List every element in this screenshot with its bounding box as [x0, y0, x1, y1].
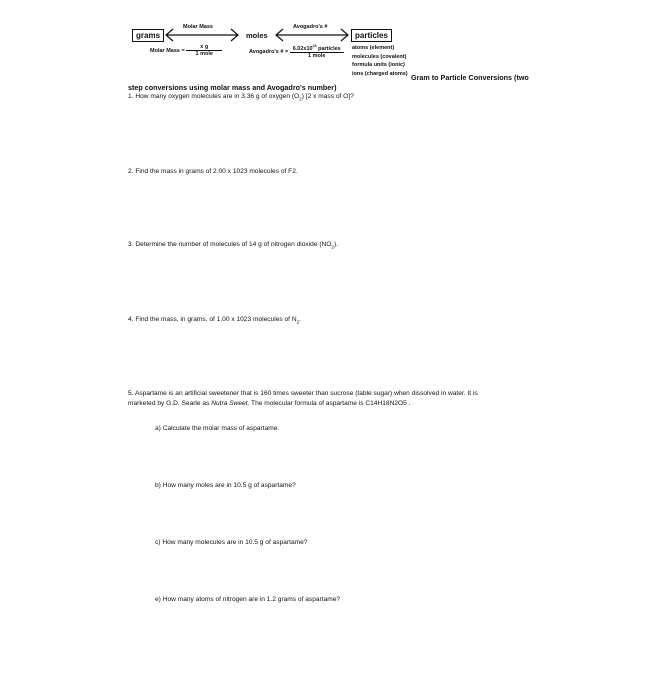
particle-type: ions (charged atoms) [352, 70, 408, 77]
molar-mass-denominator: 1 mole [195, 51, 213, 57]
particle-type: molecules (covalent) [352, 53, 407, 60]
molar-mass-numerator: x g [186, 44, 222, 51]
grams-box: grams [132, 29, 164, 42]
page-title-part1: Gram to Particle Conversions (two [411, 73, 529, 82]
page-title-part2: step conversions using molar mass and Avogadro's number) [128, 83, 337, 92]
avogadro-denominator: 1 mole [307, 52, 326, 59]
particle-types-list [352, 44, 408, 78]
question-3: 3. Determine the number of molecules of 14 g of nitrogen dioxide $(NO_2)$. [128, 241, 339, 250]
question-5-line-2: marketed by G.D. Searle as Nutra Sweet. The molecular formula of aspartame is C14H18N2O5 . [128, 400, 411, 407]
avogadro-arrow-label: Avogadro's # [293, 24, 328, 30]
double-arrow-avogadro [274, 28, 350, 42]
question-5-line-1: 5. Aspartame is an artificial sweetener that is 160 times sweeter than sucrose (table sugar) when dissolved in water. It is [128, 390, 478, 397]
avogadro-equation: Avogadro's # = $\frac{6.02x10^{23} particles}{\text{1 mole}}$ [249, 44, 344, 59]
question-5c: c) How many molecules are in 10.5 g of aspartame? [155, 539, 308, 546]
particle-type: formula units (ionic) [352, 62, 405, 68]
question-5e: e) How many atoms of nitrogen are in 1.2 grams of aspartame? [155, 596, 341, 603]
particle-type: atoms (element) [352, 45, 395, 51]
moles-label: moles [246, 31, 268, 40]
question-2: 2. Find the mass in grams of 2.00 x 1023 molecules of F2. [128, 168, 298, 175]
avogadro-numerator: $6.02x10^{23}$ particles [290, 44, 344, 53]
molar-mass-arrow-label: Molar Mass [183, 24, 213, 30]
double-arrow-molar-mass [164, 28, 240, 42]
particles-box: particles [351, 29, 392, 42]
question-5a: a) Calculate the molar mass of aspartame. [155, 425, 280, 432]
molar-mass-equation: Molar Mass = $\frac{\text{x g}}{\text{1 mole}}$ [150, 44, 222, 57]
question-5b: b) How many moles are in 10.5 g of aspartame? [155, 482, 296, 489]
question-1: 1. How many oxygen molecules are in 3.36 g of oxygen $(O_2)$ [2 x mass of O]? [128, 93, 354, 102]
question-4: 4. Find the mass, in grams, of 1.00 x 1023 molecules of $N_2$. [128, 316, 302, 325]
